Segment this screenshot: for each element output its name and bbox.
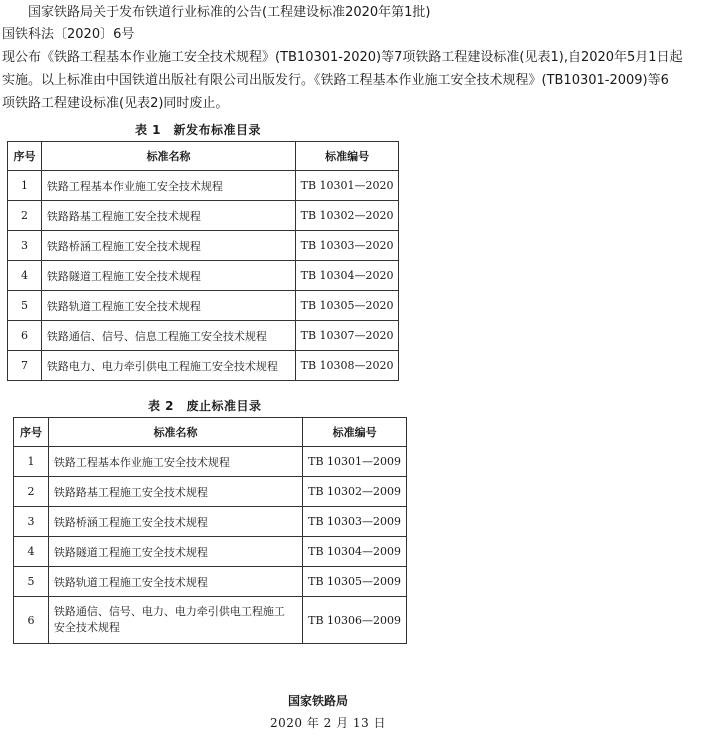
row-no: 3 (14, 507, 49, 537)
row-code: TB 10305—2020 (296, 291, 399, 321)
table1-caption: 表 1 新发布标准目录 (135, 123, 262, 137)
table-header-row (8, 142, 399, 171)
row-name: 铁路电力、电力牵引供电工程施工安全技术规程 (41, 351, 295, 381)
table-row (8, 351, 399, 381)
row-no: 1 (14, 447, 49, 477)
table-row (8, 321, 399, 351)
row-no: 6 (8, 321, 42, 351)
row-code: TB 10303—2009 (303, 507, 407, 537)
row-no: 4 (8, 261, 42, 291)
col-header-no: 序号 (8, 142, 42, 171)
table2-caption: 表 2 废止标准目录 (148, 399, 262, 413)
row-no: 2 (8, 201, 42, 231)
row-code: TB 10302—2009 (303, 477, 407, 507)
row-code: TB 10304—2009 (303, 537, 407, 567)
row-name: 铁路通信、信号、信息工程施工安全技术规程 (41, 321, 295, 351)
table-row (14, 477, 407, 507)
body-paragraph-line-1: 现公布《铁路工程基本作业施工安全技术规程》(TB10301-2020)等7项铁路工程建设标准(见表1),自2020年5月1日起 (2, 50, 683, 65)
col-header-no: 序号 (14, 418, 49, 447)
col-header-code: 标准编号 (303, 418, 407, 447)
row-code: TB 10308—2020 (296, 351, 399, 381)
row-name: 铁路桥涵工程施工安全技术规程 (48, 507, 302, 537)
row-no: 1 (8, 171, 42, 201)
row-name: 铁路工程基本作业施工安全技术规程 (48, 447, 302, 477)
row-code: TB 10307—2020 (296, 321, 399, 351)
row-no: 5 (8, 291, 42, 321)
row-name: 铁路隧道工程施工安全技术规程 (48, 537, 302, 567)
row-name-line-1: 铁路通信、信号、电力、电力牵引供电工程施工 (53, 605, 285, 618)
row-code: TB 10306—2009 (303, 597, 407, 644)
table-header-row (14, 418, 407, 447)
row-name: 铁路路基工程施工安全技术规程 (48, 477, 302, 507)
issuing-authority: 国家铁路局 (288, 694, 349, 708)
row-name: 铁路桥涵工程施工安全技术规程 (41, 231, 295, 261)
row-name: 铁路路基工程施工安全技术规程 (41, 201, 295, 231)
row-no: 5 (14, 567, 49, 597)
document-number: 国铁科法〔2020〕6号 (2, 27, 135, 42)
page-title: 国家铁路局关于发布铁道行业标准的公告(工程建设标准2020年第1批) (28, 5, 431, 20)
row-no: 6 (14, 597, 49, 644)
row-code: TB 10305—2009 (303, 567, 407, 597)
row-name (48, 597, 302, 644)
table-row (8, 201, 399, 231)
row-no: 7 (8, 351, 42, 381)
row-code: TB 10303—2020 (296, 231, 399, 261)
table-row (8, 171, 399, 201)
body-paragraph-line-3: 项铁路工程建设标准(见表2)同时废止。 (2, 96, 229, 111)
row-name-line-2: 安全技术规程 (53, 621, 120, 634)
table-row (14, 537, 407, 567)
row-code: TB 10301—2020 (296, 171, 399, 201)
table-row (14, 567, 407, 597)
table-row (14, 597, 407, 644)
row-name: 铁路轨道工程施工安全技术规程 (48, 567, 302, 597)
row-name: 铁路轨道工程施工安全技术规程 (41, 291, 295, 321)
row-code: TB 10301—2009 (303, 447, 407, 477)
table-row (8, 261, 399, 291)
row-name: 铁路隧道工程施工安全技术规程 (41, 261, 295, 291)
table-row (14, 447, 407, 477)
repealed-standards-table (13, 417, 407, 644)
table-row (8, 291, 399, 321)
row-code: TB 10304—2020 (296, 261, 399, 291)
table-row (14, 507, 407, 537)
table-row (8, 231, 399, 261)
col-header-name: 标准名称 (48, 418, 302, 447)
col-header-code: 标准编号 (296, 142, 399, 171)
col-header-name: 标准名称 (41, 142, 295, 171)
issue-date: 2020 年 2 月 13 日 (270, 716, 387, 730)
row-code: TB 10302—2020 (296, 201, 399, 231)
body-paragraph-line-2: 实施。以上标准由中国铁道出版社有限公司出版发行。《铁路工程基本作业施工安全技术规程》(TB10301-2009)等6 (2, 73, 669, 88)
row-name: 铁路工程基本作业施工安全技术规程 (41, 171, 295, 201)
new-standards-table (7, 141, 399, 381)
row-no: 4 (14, 537, 49, 567)
row-no: 3 (8, 231, 42, 261)
row-no: 2 (14, 477, 49, 507)
